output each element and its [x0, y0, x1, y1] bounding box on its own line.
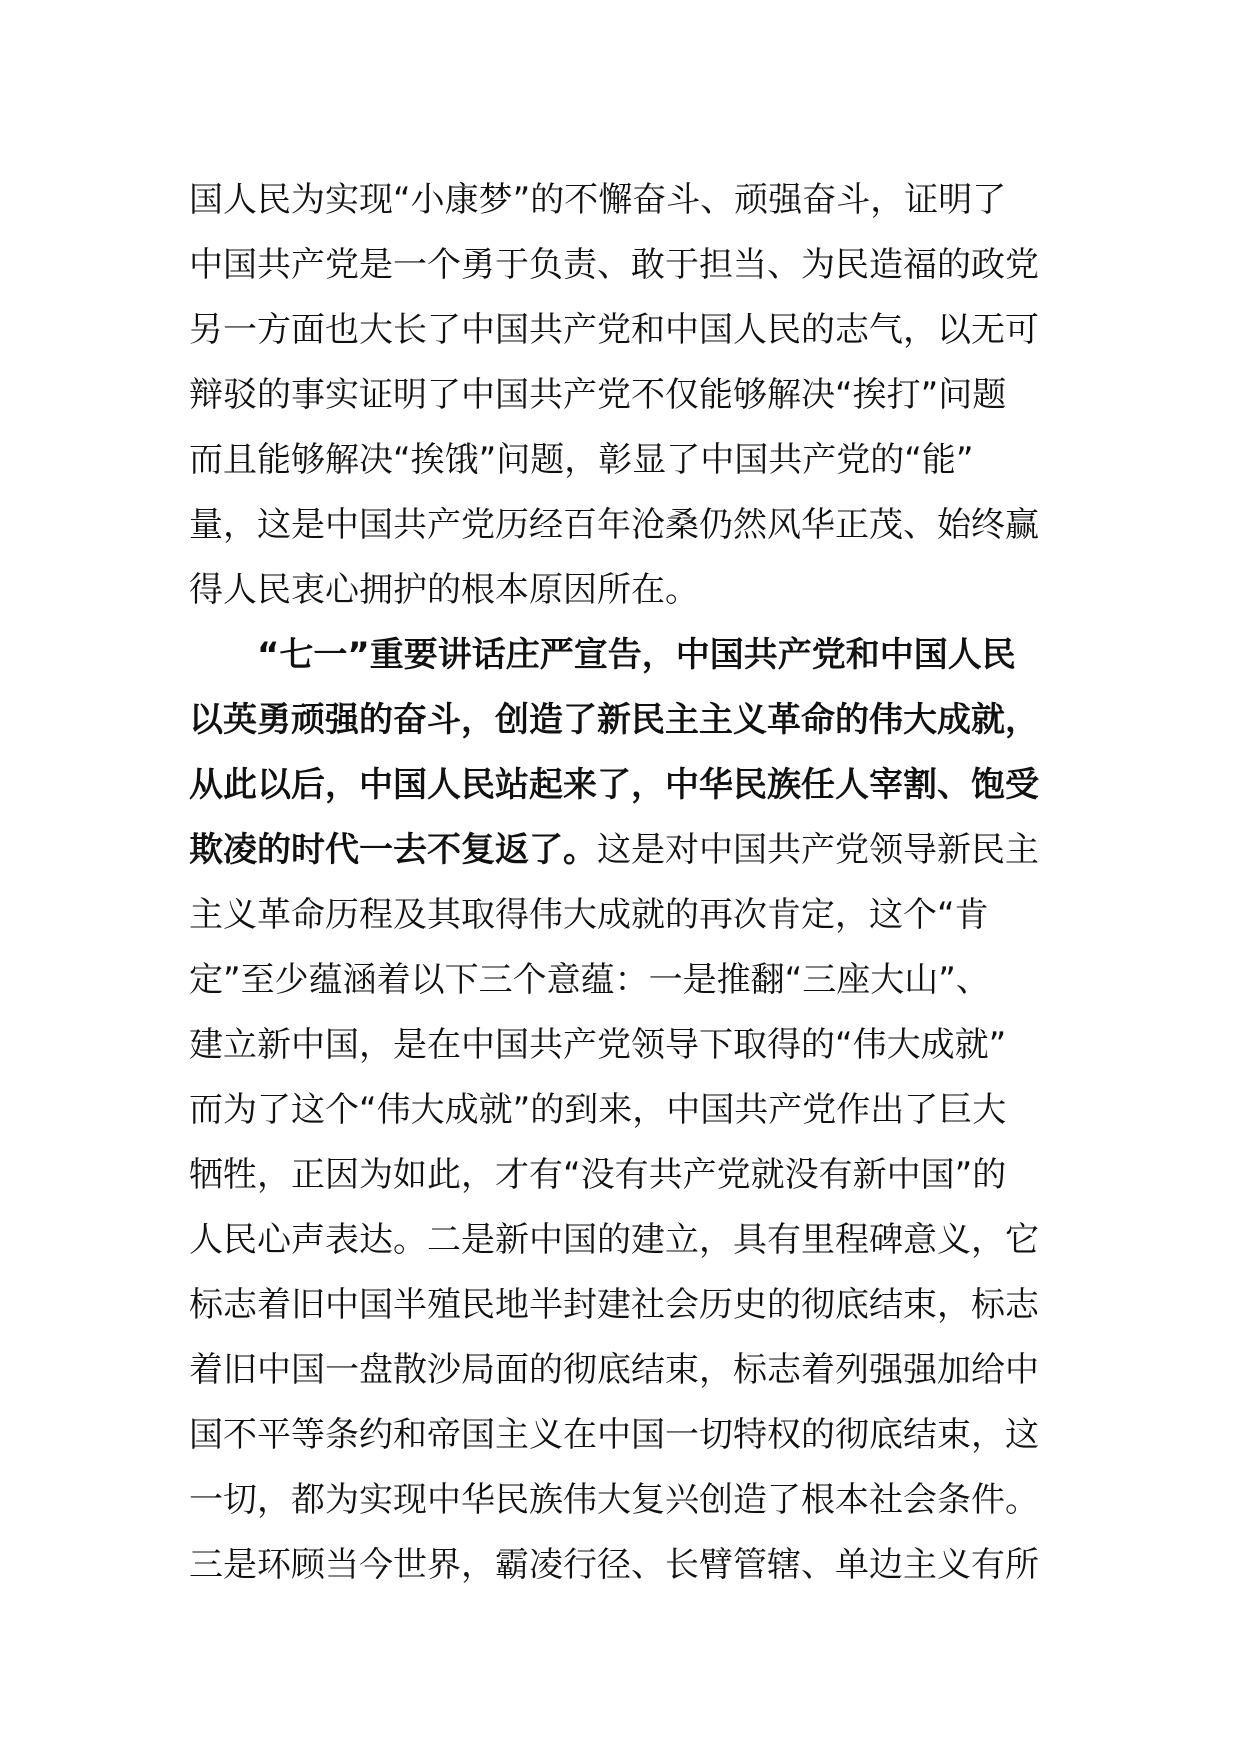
text-segment: 一切，都为实现中华民族伟大复兴创造了根本社会条件。: [189, 1480, 1039, 1520]
bold-text-segment: 以英勇顽强的奋斗，创造了新民主主义革命的伟大成就，: [189, 700, 1039, 740]
text-segment: 建立新中国，是在中国共产党领导下取得的“伟大成就”: [189, 1025, 1007, 1065]
text-line: [189, 1078, 1051, 1143]
text-line: [189, 558, 1051, 623]
text-segment: 得人民衷心拥护的根本原因所在。: [189, 570, 699, 610]
text-segment: 人民心声表达。二是新中国的建立，具有里程碑意义，它: [189, 1220, 1039, 1260]
text-line: [189, 688, 1051, 753]
text-segment: 辩驳的事实证明了中国共产党不仅能够解决“挨打”问题: [189, 375, 1007, 415]
text-line: [189, 1338, 1051, 1403]
text-line: [189, 428, 1051, 493]
text-line: [189, 1533, 1051, 1598]
text-line: [189, 233, 1051, 298]
text-line: [189, 948, 1051, 1013]
text-line: [189, 1013, 1051, 1078]
text-segment: 量，这是中国共产党历经百年沧桑仍然风华正茂、始终赢: [189, 505, 1039, 545]
text-line: [189, 818, 1051, 883]
text-segment: 国不平等条约和帝国主义在中国一切特权的彻底结束，这: [189, 1415, 1039, 1455]
text-line: [189, 1468, 1051, 1533]
text-segment: 另一方面也大长了中国共产党和中国人民的志气，以无可: [189, 310, 1039, 350]
bold-text-segment: “七一”重要讲话庄严宣告，中国共产党和中国人民: [189, 635, 1016, 675]
text-line: [189, 1403, 1051, 1468]
text-segment: 国人民为实现“小康梦”的不懈奋斗、顽强奋斗，证明了: [189, 180, 1007, 220]
text-line: [189, 493, 1051, 558]
text-line: [189, 1143, 1051, 1208]
body-text: [189, 168, 1051, 1598]
text-line: [189, 883, 1051, 948]
text-line: [189, 1273, 1051, 1338]
text-line: [189, 168, 1051, 233]
text-line: [189, 363, 1051, 428]
text-line: [189, 1208, 1051, 1273]
text-line: [189, 623, 1051, 688]
text-segment: 着旧中国一盘散沙局面的彻底结束，标志着列强强加给中: [189, 1350, 1039, 1390]
text-segment: 而且能够解决“挨饿”问题，彰显了中国共产党的“能”: [189, 440, 974, 480]
text-line: [189, 298, 1051, 363]
bold-text-segment: 从此以后，中国人民站起来了，中华民族任人宰割、饱受: [189, 765, 1039, 805]
text-segment: 中国共产党是一个勇于负责、敢于担当、为民造福的政党: [189, 245, 1039, 285]
text-segment: 定”至少蕴涵着以下三个意蕴：一是推翻“三座大山”、: [189, 960, 990, 1000]
text-segment: 牺牲，正因为如此，才有“没有共产党就没有新中国”的: [189, 1155, 1007, 1195]
text-segment: 这是对中国共产党领导新民主: [597, 830, 1039, 870]
text-segment: 主义革命历程及其取得伟大成就的再次肯定，这个“肯: [189, 895, 989, 935]
text-line: [189, 753, 1051, 818]
bold-text-segment: 欺凌的时代一去不复返了。: [189, 830, 597, 870]
text-segment: 三是环顾当今世界，霸凌行径、长臂管辖、单边主义有所: [189, 1545, 1039, 1585]
text-segment: 而为了这个“伟大成就”的到来，中国共产党作出了巨大: [189, 1090, 1007, 1130]
text-segment: 标志着旧中国半殖民地半封建社会历史的彻底结束，标志: [189, 1285, 1039, 1325]
